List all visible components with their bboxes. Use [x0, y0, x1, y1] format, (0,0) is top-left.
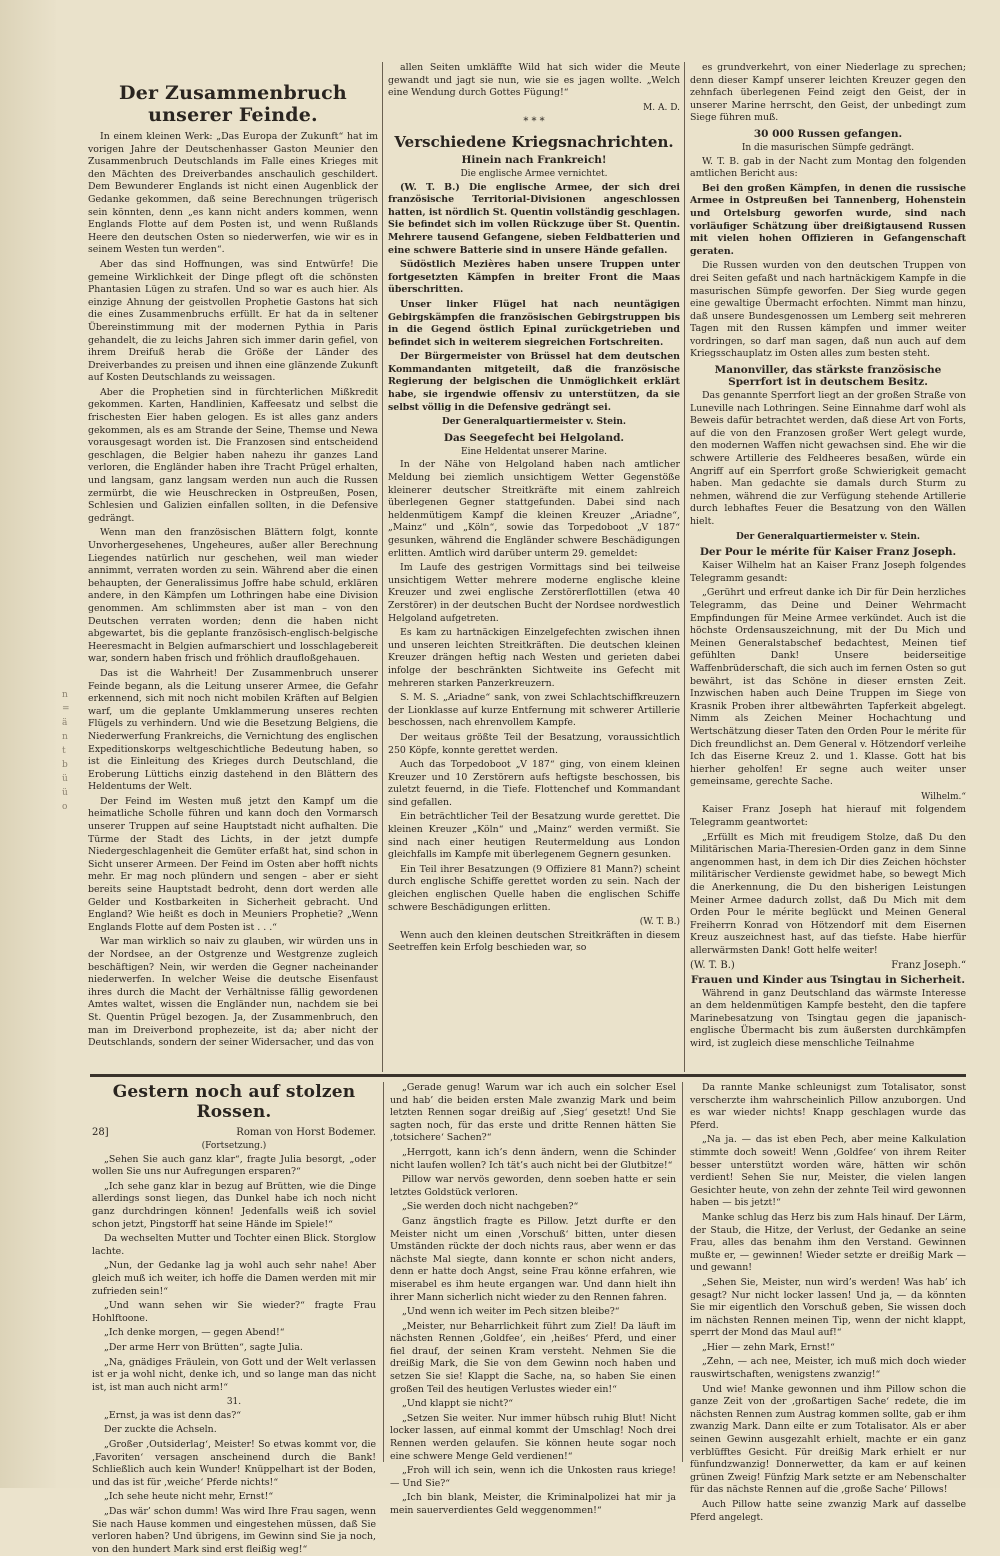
serial-novel-col1 [92, 1082, 376, 1555]
paragraph: Bei den großen Kämpfen, in denen die russische Armee in Ostpreußen bei Tannenberg, Hohenstein und Ortelsburg geworfen wurde, sind nach vorläufiger Schätzung über dreißigtausend Russen mit vielen hohen Offizieren in Gefangenschaft geraten. [690, 182, 966, 257]
serial-continued: (Fortsetzung.) [201, 1141, 267, 1151]
paragraph: „Ernst, ja was ist denn das?“ [104, 1409, 242, 1421]
signature: Franz Joseph.“ [891, 959, 966, 971]
serial-number: 28] [92, 1127, 109, 1138]
paragraph: „Sehen Sie, Meister, nun wird’s werden! Was hab’ ich gesagt? Nur nicht locker lassen! Und ja, — da könnten Sie mir eigentlich den Vorschuß geben, Sie wissen doch im nächsten Rennen meinen Tip, wenn der nicht klappt, sperrt der Mond das Maul auf!“ [690, 1276, 966, 1339]
serial-title: Gestern noch auf stolzen Rossen. [112, 1082, 356, 1122]
source-tag: (W. T. B.) [690, 959, 735, 971]
subheading: Das Seegefecht bei Helgoland. [443, 431, 625, 444]
paragraph: Ein beträchtlicher Teil der Besatzung wurde gerettet. Die kleinen Kreuzer „Köln“ und „Mainz“ werden vermißt. Sie sind nach einer heutigen Reutermeldung aus London gleichfalls im Kampfe mit überlegenem Gegnern gesunken. [388, 811, 680, 861]
paragraph: Der zuckte die Achseln. [104, 1424, 217, 1436]
paragraph: „Hier — zehn Mark, Ernst!“ [702, 1341, 835, 1353]
article-collapse-of-enemies [88, 82, 378, 1067]
paragraph: es grundverkehrt, von einer Niederlage zu sprechen; denn dieser Kampf unserer leichten Kreuzer gegen den zehnfach überlegenen Feind zeigt den Geist, der in unserer Marine herrscht, den Geist, der unbedingt zum Siege führen muß. [690, 62, 966, 124]
signature: Wilhelm.“ [921, 791, 966, 802]
paragraph: „Herrgott, kann ich’s denn ändern, wenn die Schinder nicht laufen wollen? Ich tät’s auch nicht bei der Glutbitze!“ [390, 1146, 676, 1171]
paragraph: Südöstlich Mezières haben unsere Truppen unter fortgesetzten Kämpfen in breiter Front die Maas überschritten. [388, 259, 680, 296]
paragraph: „Gerade genug! Warum war ich auch ein solcher Esel und hab’ die beiden ersten Male zwanzig Mark und beim letzten Rennen sogar dreißig auf ‚Sieg‘ gesetzt! Und Sie sagten noch, für das erste und dritte Rennen hätten Sie ‚totsichere‘ Sachen?“ [390, 1082, 676, 1144]
paragraph: Der Bürgermeister von Brüssel hat dem deutschen Kommandanten mitgeteilt, daß die französische Regierung der belgischen die Unmöglichkeit erklärt habe, sie irgendwie offensiv zu unterstützen, da sie selbst völlig in die Defensive gedrängt sei. [388, 351, 680, 413]
paragraph: „Der arme Herr von Brütten“, sagte Julia. [104, 1341, 303, 1353]
paragraph: Es kam zu hartnäckigen Einzelgefechten zwischen ihnen und unseren leichten Streitkräften. Die deutschen kleinen Kreuzer drängen heftig nach Westen und gerieten dabei infolge der beschränkten Sichtweite ins Gefecht mit mehreren starken Panzerkreuzern. [388, 627, 680, 689]
paragraph: Ganz ängstlich fragte es Pillow. Jetzt durfte er den Meister nicht um einen ‚Vorschuß‘ bitten, unter diesen Umständen rückte der doch nichts raus, aber wenn er das nächste Mal siegte, dann konnte er schon nicht anders, denn er hatte doch Angst, seine Frau könne erfahren, wie miserabel es ihm heute ergangen war. Und dann hielt ihn ihrer Mann sicherlich nicht wieder zu den Rennen fahren. [390, 1215, 676, 1303]
paragraph: Aber die Prophetien sind in fürchterlichen Mißkredit gekommen. Karten, Handlinien, Kaffeesatz und selbst die frischesten Eier haben gelogen. Es ist alles ganz anders gekommen, als es am Strande der Seine, Themse und Newa vorausgesagt worden ist. Die Franzosen sind entscheidend geschlagen, die Belgier haben nahezu ihr ganzes Land verloren, die Engländer haben ihre Tracht Prügel erhalten, und langsam, ganz langsam werden nun auch die Russen zermürbt, die wie Heuschrecken in Ostpreußen, Posen, Schlesien und Galizien einfallen sollten, in die Defensive gedrängt. [88, 386, 378, 524]
paragraph: „Froh will ich sein, wenn ich die Unkosten raus kriege! — Und Sie?“ [390, 1465, 676, 1489]
paragraph: Die Russen wurden von den deutschen Truppen von drei Seiten gefaßt und nach hartnäckigem Kampfe in die masurischen Sümpfe geworfen. Der Sieg wurde gegen eine gewaltige Übermacht erfochten. Nimmt man hinzu, daß unsere Bundesgenossen um Lemberg seit mehreren Tagen mit den Russen kämpfen und immer weiter vordringen, so darf man sagen, daß nun auch auf dem Kriegsschauplatz im Osten alles zum besten steht. [690, 260, 966, 360]
signature: Der Generalquartiermeister v. Stein. [441, 417, 627, 428]
paragraph: Da wechselten Mutter und Tochter einen Blick. Storglow lachte. [92, 1233, 376, 1257]
paragraph: War man wirklich so naiv zu glauben, wir würden uns in der Nordsee, an der Ostgrenze und Westgrenze zugleich beschäftigen? Nein, wir werden die Gegner nacheinander niederwerfen. In welcher Weise die deutsche Eisenfaust ihres durch die Macht der Verhältnisse fällig gewordenen Amtes waltet, wissen die Engländer nun, nachdem sie bei St. Quentin Prügel bezogen. Ja, der Zusammenbruch, den man im Dreiverbond prophezeite, ist da; aber nicht der Deutschlands, sondern der seiner Widersacher, und das von [88, 936, 378, 1049]
paragraph: „Und wann sehen wir Sie wieder?“ fragte Frau Hohlftoone. [92, 1300, 376, 1324]
paragraph: „Meister, nur Beharrlichkeit führt zum Ziel! Da läuft im nächsten Rennen ‚Goldfee‘, ein ‚heißes‘ Pferd, und einer fiel drauf, der seinen Kram versteht. Nehmen Sie die dreißig Mark, die Sie von dem Gewinn noch haben und setzen Sie sie! Klappt die Sache, na, so haben Sie einen großen Teil des heutigen Verlustes wieder ein!“ [390, 1320, 676, 1395]
article-headline: Der Zusammenbruch unserer Feinde. [119, 82, 347, 126]
paragraph: Da rannte Manke schleunigst zum Totalisator, sonst verscherzte ihm wahrscheinlich Pillow anzuborgen. Und es war wieder nichts! Knapp geschlagen wurde das Pferd. [690, 1082, 966, 1131]
subheading: Hinein nach Frankreich! [461, 153, 607, 166]
author-signature: M. A. D. [643, 102, 680, 113]
paragraph: Das ist die Wahrheit! Der Zusammenbruch unserer Feinde begann, als die Leitung unserer Armee, die Gefahr erkennend, sich mit noch nicht mobilen Kräften auf Belgien warf, um die geplante Umklammerung unseres rechten Flügels zu verhindern. Und wie die Besetzung Belgiens, die Niederwerfung Frankreichs, die Vernichtung des englischen Expeditionskorps weltgeschichtliche Bedeutung haben, so ist die Einleitung des Krieges durch Deutschland, die Eroberung Lüttichs einzig dastehend in den Blättern des Heldentums der Welt. [88, 667, 378, 793]
paragraph: „Großer ‚Outsiderlag‘, Meister! So etwas kommt vor, die ‚Favoriten‘ versagen anscheinend durch die Bank! Schließlich auch kein Wunder! Knüppelhart ist der Boden, und das ist für ‚weiche‘ Pferde nichts!“ [92, 1439, 376, 1488]
paragraph: „Das wär’ schon dumm! Was wird Ihre Frau sagen, wenn Sie nach Hause kommen und eingestehen müssen, daß Sie verloren haben? Und übrigens, im Gewinn sind Sie ja noch, von den hundert Mark sind erst fleißig weg!“ [92, 1506, 376, 1555]
paragraph: Ein Teil ihrer Besatzungen (9 Offiziere 81 Mann?) scheint durch englische Schiffe gerettet worden zu sein. Nach der gleichen englischen Quelle haben die englischen Schiffe schwere Beschädigungen erlitten. [388, 863, 680, 913]
margin-marks: n = ä n t b ü ü o [62, 690, 70, 812]
paragraph: „Sehen Sie auch ganz klar“, fragte Julia besorgt, „oder wollen Sie uns nur Aufregungen ersparen?“ [92, 1153, 376, 1178]
paragraph: „Ich bin blank, Meister, die Kriminalpolizei hat mir ja mein sauerverdientes Geld weggenommen!“ [390, 1492, 676, 1516]
subheading: 30 000 Russen gefangen. [753, 127, 903, 140]
serial-novel-col3 [690, 1082, 966, 1523]
paragraph: Kaiser Franz Joseph hat hierauf mit folgendem Telegramm geantwortet: [690, 804, 966, 829]
paragraph: „Na ja. — das ist eben Pech, aber meine Kalkulation stimmte doch soweit! Wenn ‚Goldfee‘ von ihrem Reiter besser unterstützt worden wäre, hätten wir schön verdient! Sehen Sie nur, Meister, die vielen langen Gesichter heute, von zehn der zehnte Teil wird gewonnen haben — bis jetzt!“ [690, 1134, 966, 1209]
paragraph: „Setzen Sie weiter. Nur immer hübsch ruhig Blut! Nicht locker lassen, auf einmal kommt der Umschlag! Noch drei Rennen werden gelaufen. Sie können heute sogar noch eine schwere Menge Geld verdienen!“ [390, 1412, 676, 1462]
article-war-news [388, 62, 680, 1074]
paragraph: „Und klappt sie nicht?“ [402, 1398, 514, 1410]
paragraph: Wenn man den französischen Blättern folgt, konnte Unvorhergesehenes, Ungeheures, außer aller Berechnung Liegendes natürlich nur geschehen, weil man wieder annimmt, verraten worden zu sein. Während aber die einen behaupten, der Generalissimus Joffre habe schuld, erklären andere, in den Kämpfen um Lothringen habe eine Division genommen. Am schlimmsten aber ist man – von den Deutschen verraten worden; denn die haben nicht abgewartet, bis die geplante französisch-englisch-belgische Heeresmacht in Belgien aufmarschiert und losschlagebereit war, sondern haben frisch und fröhlich draufloßgehauen. [88, 527, 378, 665]
column-rule [383, 1082, 384, 1462]
subheading: Der Pour le mérite für Kaiser Franz Joseph. [699, 546, 957, 559]
paragraph: „Nun, der Gedanke lag ja wohl auch sehr nahe! Aber gleich muß ich weiter, ich hoffe die Damen werden mit mir zufrieden sein!“ [92, 1260, 376, 1297]
chapter-number: 31. [226, 1397, 242, 1408]
subheading: Manonviller, das stärkste französische Sperrfort ist in deutschem Besitz. [714, 364, 942, 389]
article-eastern-front [690, 62, 966, 1074]
paragraph: In einem kleinen Werk: „Das Europa der Zukunft“ hat im vorigen Jahre der Deutschenhasser Gaston Meunier den Zusammenbruch Deutschlands im Falle eines Krieges mit den Mächten des Dreiverbandes anschaulich geschildert. Dem Bewunderer Englands ist nicht einen Augenblick der Gedanke gekommen, daß seine Berechnungen trügerisch sein könnten, denn „es kann nicht anders kommen, wenn Englands Flotte auf dem Posten ist, und wenn Rußlands Heere den deutschen Osten so niederwerfen, wie wir es in seinem Westen tun werden“. [88, 131, 378, 256]
paragraph: Aber das sind Hoffnungen, was sind Entwürfe! Die gemeine Wirklichkeit der Dinge pflegt oft die schönsten Phantasien Lügen zu strafen. Und so war es auch hier. Als einzige Ahnung der geistvollen Prophetie Gastons hat sich die eines Zusammenbruchs erfüllt. Er hat da in seltener Übereinstimmung mit der modernen Pythia in Paris gehandelt, die zu leichs Jahren sich immer darin gefiel, von ihrem Dreifuß herab die Größe der Länder des Dreiverbandes zu preisen und ihnen eine glänzende Zukunft auf Kosten Deutschlands zu weissagen. [88, 258, 378, 384]
paragraph: „Zehn, — ach nee, Meister, ich muß mich doch wieder rauswirtschaften, wenigstens zwanzig!“ [690, 1356, 966, 1381]
separator-stars: * * * [523, 116, 545, 128]
paragraph: Im Laufe des gestrigen Vormittags sind bei teilweise unsichtigem Wetter mehrere moderne englische kleine Kreuzer und zwei englische Zerstörerflottillen (etwa 40 Zerstörer) in der deutschen Bucht der Nordsee nordwestlich Helgoland aufgetreten. [388, 562, 680, 624]
page-edge [0, 0, 56, 1488]
paragraph: Kaiser Wilhelm hat an Kaiser Franz Joseph folgendes Telegramm gesandt: [690, 560, 966, 584]
paragraph: „Na, gnädiges Fräulein, von Gott und der Welt verlassen ist er ja wohl nicht, denke ich, und so lange man das nicht ist, ist man auch nicht arm!“ [92, 1356, 376, 1393]
subheading: Frauen und Kinder aus Tsingtau in Sicherheit. [690, 973, 965, 986]
paragraph: „Gerührt und erfreut danke ich Dir für Dein herzliches Telegramm, das Deine und Deiner Wehrmacht Empfindungen für Meine Armee verkündet. Auch ist die höchste Ordensauszeichnung, mit der Du Mich und Meinen Generalstabschef bedachtest, Meinen tief gefühlten Dank! Unsere beiderseitige Waffenbrüderschaft, die sich auch im fernen Osten so gut bewährt, ist das Schöne in dieser ernsten Zeit. Inzwischen haben auch Deine Truppen im Siege von Krasnik Proben ihrer altbewährten Tapferkeit abgelegt. Nimm als Zeichen Meiner Hochachtung und Wertschätzung dieser Taten den Orden Pour le mérite für Dich freundlichst an. Dem General v. Hötzendorf verleihe Ich das Eiserne Kreuz 2. und 1. Klasse. Gott hat bis hierher geholfen! Er segne auch weiter unser gemeinsame, gerechte Sache. [690, 587, 966, 788]
paragraph: „Ich sehe ganz klar in bezug auf Brütten, wie die Dinge allerdings sonst liegen, das Dunkel habe ich noch nicht ganz durchdringen können! Jedenfalls weiß ich soviel schon jetzt, Pingstorff hat seine Hände im Spiele!“ [92, 1180, 376, 1230]
feuilleton-rule [90, 1074, 966, 1077]
signature: Der Generalquartiermeister v. Stein. [735, 531, 921, 542]
paragraph: Unser linker Flügel hat nach neuntägigen Gebirgskämpfen die französischen Gebirgstruppen bis in die Gegend östlich Epinal zurückgetrieben und befindet sich in weiterem siegreichen Fortschreiten. [388, 298, 680, 348]
paragraph: In der Nähe von Helgoland haben nach amtlicher Meldung bei ziemlich unsichtigem Wetter Gegenstöße kleinerer deutscher Streitkräfte mit einem zahlreich überlegenen Gegner stattgefunden. Dabei sind nach heldenmütigem Kampf die kleinen Kreuzer „Ariadne“, „Mainz“ und „Köln“, sowie das Torpedoboot „V 187“ gesunken, während die Engländer schwere Beschädigungen erlitten. Amtlich wird darüber unterm 29. gemeldet: [388, 459, 680, 559]
signature-row [690, 960, 966, 971]
paragraph: „Erfüllt es Mich mit freudigem Stolze, daß Du den Militärischen Maria-Theresien-Orden ganz in dem Sinne angenommen hast, in dem ich Dir dies Zeichen höchster militärischer Verdienste gewidmet habe, so bewegt Mich die Anerkennung, die Du den bisherigen Leistungen Meiner Armee dadurch zollst, daß Du Mich mit dem Orden Pour le mérite beglückt und Meinen General Freiherrn Konrad von Hötzendorf mit dem Eisernen Kreuz auszeichnest hast, auf das tiefste. Habe hierfür allerwärmsten Dank! Gott helfe weiter! [690, 831, 966, 956]
subheading-spaced: In die masurischen Sümpfe gedrängt. [741, 142, 915, 153]
paragraph: Der Feind im Westen muß jetzt den Kampf um die heimatliche Scholle führen und kann doch den Vormarsch unserer Truppen auf seine Hauptstadt nicht aufhalten. Die Türme der Stadt des Lichts, in der jetzt dumpfe Niedergeschlagenheit die Gemüter erfaßt hat, sind schon in Sicht unserer Armeen. Der Feind im Osten aber hofft nichts mehr. Er mag noch plündern und sengen – aber er sieht bereits seine Hauptstadt bedroht, denn dort werden alle Gelder und Kostbarkeiten in Sicherheit gebracht. Und England? Wie heißt es doch in Meuniers Prophetie? „Wenn Englands Flotte auf dem Posten ist . . .“ [88, 795, 378, 933]
paragraph: Pillow war nervös geworden, denn soeben hatte er sein letztes Goldstück verloren. [390, 1174, 676, 1198]
paragraph: Und wie! Manke gewonnen und ihm Pillow schon die ganze Zeit von der ‚großartigen Sache‘ redete, die im nächsten Rennen zum Austrag kommen sollte, gab er ihm zwanzig Mark. Dann eilte er zum Totalisator. Als er aber seinen Gewinn ausgezahlt erhielt, machte er ein ganz verblüfftes Gesicht. Für dreißig Mark erhielt er nur fünfundzwanzig! Donnerwetter, da kam er auf keinen grünen Zweig! Fünfzig Mark setzte er am Nebenschalter für das nächste Rennen auf die ‚große Sache‘ Pillows! [690, 1383, 966, 1496]
paragraph: Manke schlug das Herz bis zum Hals hinauf. Der Lärm, der Staub, die Hitze, der Verlust, der Gedanke an seine Frau, alles das benahm ihm den Verstand. Gewinnen mußte er, — gewinnen! Wieder setzte er dreißig Mark — und gewann! [690, 1211, 966, 1274]
article-headline: Verschiedene Kriegsnachrichten. [394, 132, 674, 151]
paragraph: „Sie werden doch nicht nachgeben?“ [402, 1201, 579, 1213]
serial-novel-col2 [390, 1082, 676, 1516]
paragraph: „Und wenn ich weiter im Pech sitzen bleibe?“ [402, 1306, 620, 1318]
paragraph: Auch das Torpedoboot „V 187“ ging, von einem kleinen Kreuzer und 10 Zerstörern aufs heftigste beschossen, bis zuletzt feuernd, in die Tiefe. Flottenchef und Kommandant sind gefallen. [388, 759, 680, 808]
paragraph: „Ich sehe heute nicht mehr, Ernst!“ [104, 1491, 274, 1503]
column-rule [684, 62, 685, 1072]
paragraph: S. M. S. „Ariadne“ sank, von zwei Schlachtschiffkreuzern der Lionklasse auf kurze Entfernung mit schwerer Artillerie beschossen, nach ehrenvollem Kampfe. [388, 692, 680, 729]
paragraph: Wenn auch den kleinen deutschen Streitkräften in diesem Seetreffen kein Erfolg beschieden war, so [388, 929, 680, 954]
subheading-spaced: Die englische Armee vernichtet. [460, 168, 608, 179]
source-tag: (W. T. B.) [639, 917, 680, 928]
subheading-spaced: Eine Heldentat unserer Marine. [461, 446, 607, 457]
paragraph: Das genannte Sperrfort liegt an der großen Straße von Luneville nach Lothringen. Seine Einnahme darf wohl als Beweis dafür betrachtet werden, daß diese Art von Forts, auf die von den Franzosen großer Wert gelegt wurde, den modernen Waffen nicht gewachsen sind. Ehe wir die schwere Artillerie des Feldheeres besaßen, würde ein Angriff auf ein Sperrfort große Schwierigkeit gemacht haben. Man gedachte sie damals durch Sturm zu nehmen, während die zur Verfügung stehende Artillerie durch lebhaftes Feuer die Besatzung von den Wällen hielt. [690, 390, 966, 527]
serial-byline-row [92, 1127, 376, 1138]
paragraph: Der weitaus größte Teil der Besatzung, voraussichtlich 250 Köpfe, konnte gerettet werden. [388, 731, 680, 756]
serial-byline: Roman von Horst Bodemer. [236, 1127, 376, 1138]
column-rule [682, 1082, 683, 1462]
paragraph: W. T. B. gab in der Nacht zum Montag den folgenden amtlichen Bericht aus: [690, 155, 966, 180]
paragraph: Während in ganz Deutschland das wärmste Interesse an dem heldenmütigen Kampfe besteht, den die tapfere Marinebesatzung von Tsingtau gegen die japanisch-englische Übermacht bis zum äußersten durchkämpfen wird, ist zugleich diese menschliche Teilnahme [690, 987, 966, 1049]
paragraph: „Ich denke morgen, — gegen Abend!“ [104, 1327, 285, 1339]
column-rule [382, 62, 383, 1072]
paragraph: (W. T. B.) Die englische Armee, der sich drei französische Territorial-Divisionen angeschlossen hatten, ist nördlich St. Quentin vollständig geschlagen. Sie befindet sich im vollen Rückzuge über St. Quentin. Mehrere tausend Gefangene, sieben Feldbatterien und eine schwere Batterie sind in unsere Hände gefallen. [388, 181, 680, 256]
paragraph: Auch Pillow hatte seine zwanzig Mark auf dasselbe Pferd angelegt. [690, 1499, 966, 1523]
paragraph: allen Seiten umkläffte Wild hat sich wider die Meute gewandt und jagt sie nun, wie sie es jagen wollte. „Welch eine Wendung durch Gottes Fügung!“ [388, 62, 680, 99]
